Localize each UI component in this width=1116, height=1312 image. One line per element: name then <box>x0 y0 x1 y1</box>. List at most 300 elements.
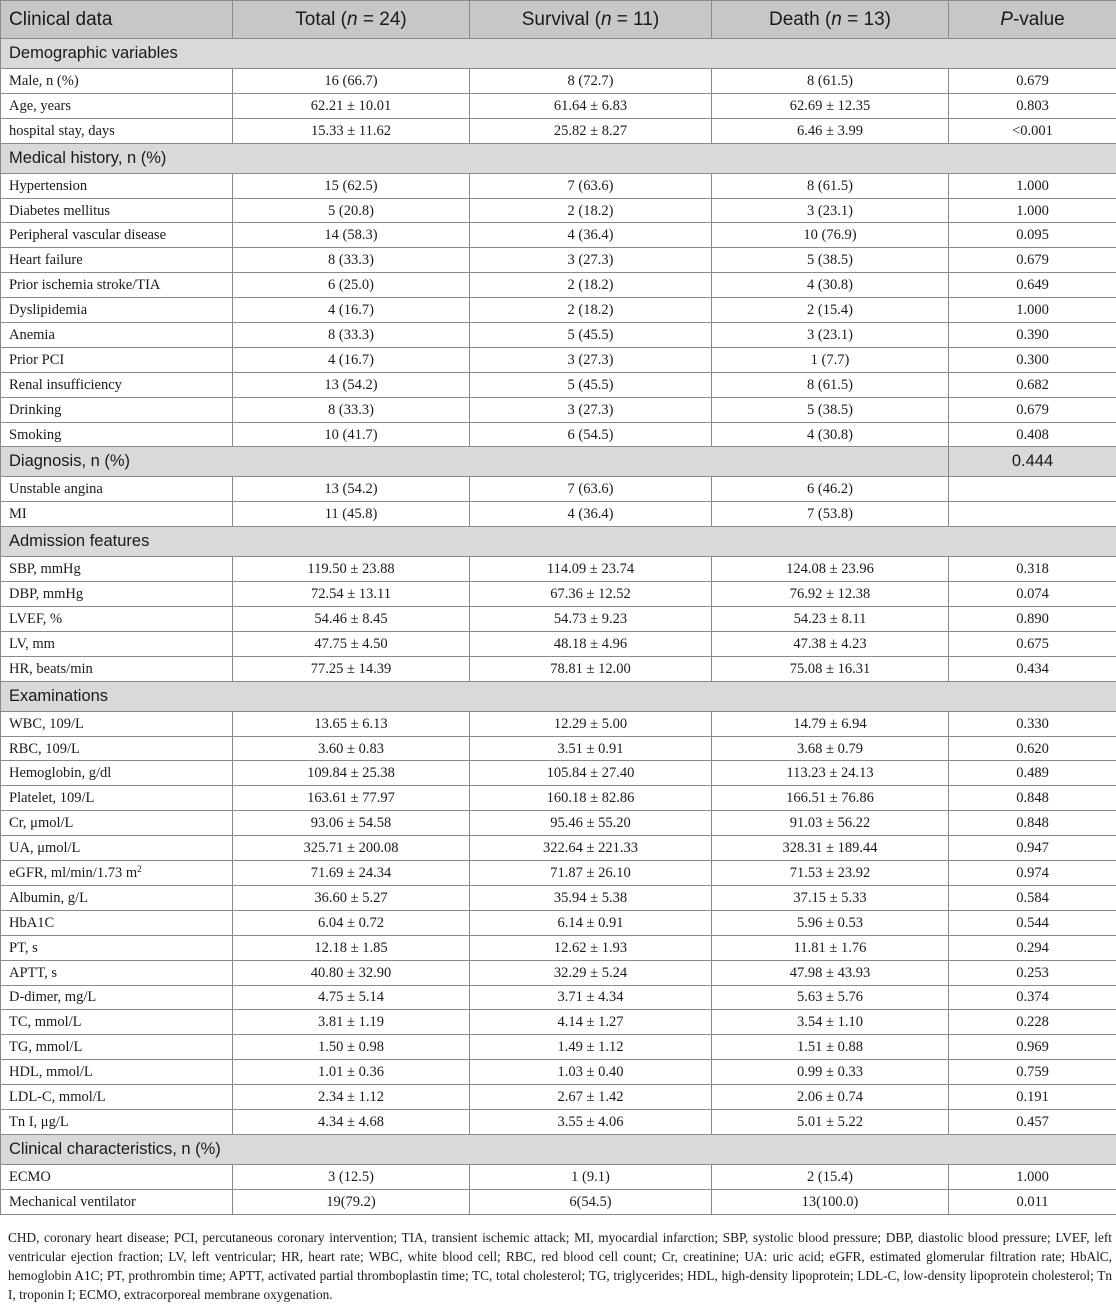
header-total: Total (n = 24) <box>233 1 470 39</box>
row-label <box>1 347 233 372</box>
cell-p-value: 0.390 <box>949 323 1116 348</box>
row-label-text: HbA1C <box>9 914 55 931</box>
row-label-text: DBP, mmHg <box>9 586 84 603</box>
cell-survival: 3.71 ± 4.34 <box>470 985 712 1010</box>
row-label-text: D-dimer, mg/L <box>9 989 97 1006</box>
cell-survival: 3 (27.3) <box>470 347 712 372</box>
cell-death: 37.15 ± 5.33 <box>712 885 949 910</box>
cell-survival: 105.84 ± 27.40 <box>470 761 712 786</box>
cell-p-value: 0.679 <box>949 397 1116 422</box>
table-row <box>1 811 1116 836</box>
cell-death: 8 (61.5) <box>712 69 949 94</box>
cell-survival: 8 (72.7) <box>470 69 712 94</box>
row-label <box>1 836 233 861</box>
table-row <box>1 1109 1116 1134</box>
row-label-text: APTT, s <box>9 964 58 981</box>
cell-death: 8 (61.5) <box>712 173 949 198</box>
cell-survival: 2 (18.2) <box>470 273 712 298</box>
header-survival: Survival (n = 11) <box>470 1 712 39</box>
cell-total: 15.33 ± 11.62 <box>233 118 470 143</box>
section-title-text: Medical history, n (%) <box>9 148 167 167</box>
table-row <box>1 273 1116 298</box>
table-row <box>1 477 1116 502</box>
cell-p-value: 0.191 <box>949 1085 1116 1110</box>
row-label-text: LVEF, % <box>9 610 63 627</box>
section-title-text: Demographic variables <box>9 44 178 62</box>
row-label <box>1 736 233 761</box>
cell-death: 5.63 ± 5.76 <box>712 985 949 1010</box>
cell-death: 4 (30.8) <box>712 422 949 447</box>
section-header-examinations <box>1 681 1116 711</box>
cell-p-value: 1.000 <box>949 1164 1116 1189</box>
cell-total: 119.50 ± 23.88 <box>233 557 470 582</box>
table-row <box>1 861 1116 886</box>
row-label <box>1 960 233 985</box>
cell-p-value: 0.759 <box>949 1060 1116 1085</box>
row-label <box>1 910 233 935</box>
cell-p-value: 0.300 <box>949 347 1116 372</box>
cell-death: 2.06 ± 0.74 <box>712 1085 949 1110</box>
cell-death: 7 (53.8) <box>712 502 949 527</box>
cell-total: 40.80 ± 32.90 <box>233 960 470 985</box>
row-label <box>1 69 233 94</box>
cell-survival: 1.03 ± 0.40 <box>470 1060 712 1085</box>
row-label <box>1 173 233 198</box>
section-header-demographic-variables <box>1 39 1116 69</box>
row-label <box>1 861 233 886</box>
table-row <box>1 711 1116 736</box>
cell-death: 1 (7.7) <box>712 347 949 372</box>
row-label-text: Unstable angina <box>9 481 103 498</box>
cell-p-value: 0.890 <box>949 607 1116 632</box>
table-row <box>1 1060 1116 1085</box>
row-label <box>1 557 233 582</box>
header-clinical-data: Clinical data <box>1 1 233 39</box>
table-row <box>1 1010 1116 1035</box>
abbreviations-footnote: CHD, coronary heart disease; PCI, percutaneous coronary intervention; TIA, transient ischemic attack; MI, myocardial infarction; SBP, systolic blood pressure; DBP, diastolic blood pressure; LVEF, left ventricular ejection fraction; LV, left ventricular; HR, heart rate; WBC, white blood cell; RBC, red blood cell count; Cr, creatinine; UA: uric acid; eGFR, estimated glomerular filtration rate; HbAlC, hemoglobin A1C; PT, prothrombin time; APTT, activated partial thromboplastin time; TC, total cholesterol; TG, triglycerides; HDL, high-density lipoprotein; LDL-C, low-density lipoprotein cholesterol; Tn I, troponin I; ECMO, extracorporeal membrane oxygenation. <box>8 1230 1112 1302</box>
cell-p-value: 1.000 <box>949 298 1116 323</box>
cell-total: 13.65 ± 6.13 <box>233 711 470 736</box>
row-label-text: Diabetes mellitus <box>9 202 111 219</box>
table-row <box>1 985 1116 1010</box>
cell-p-value: 0.434 <box>949 656 1116 681</box>
cell-total: 62.21 ± 10.01 <box>233 93 470 118</box>
row-label <box>1 656 233 681</box>
cell-p-value: 0.584 <box>949 885 1116 910</box>
cell-total: 5 (20.8) <box>233 198 470 223</box>
cell-death: 5 (38.5) <box>712 397 949 422</box>
table-row <box>1 397 1116 422</box>
cell-death: 47.38 ± 4.23 <box>712 631 949 656</box>
cell-p-value: 0.374 <box>949 985 1116 1010</box>
cell-survival: 1.49 ± 1.12 <box>470 1035 712 1060</box>
section-header-medical-history-n <box>1 143 1116 173</box>
cell-total: 8 (33.3) <box>233 397 470 422</box>
table-row <box>1 248 1116 273</box>
row-label <box>1 1189 233 1214</box>
row-label <box>1 298 233 323</box>
row-label-text: Tn I, μg/L <box>9 1113 69 1130</box>
cell-p-value: 0.682 <box>949 372 1116 397</box>
cell-p-value <box>949 502 1116 527</box>
cell-total: 14 (58.3) <box>233 223 470 248</box>
cell-total: 36.60 ± 5.27 <box>233 885 470 910</box>
table-row <box>1 198 1116 223</box>
table-row <box>1 607 1116 632</box>
table-row <box>1 1085 1116 1110</box>
cell-survival: 32.29 ± 5.24 <box>470 960 712 985</box>
row-label-text: Hemoglobin, g/dl <box>9 765 112 782</box>
row-label-text: RBC, 109/L <box>9 740 80 757</box>
cell-death: 3 (23.1) <box>712 323 949 348</box>
table-row <box>1 298 1116 323</box>
section-title <box>1 1134 1116 1164</box>
row-label <box>1 223 233 248</box>
row-label <box>1 582 233 607</box>
cell-total: 3 (12.5) <box>233 1164 470 1189</box>
cell-death: 47.98 ± 43.93 <box>712 960 949 985</box>
row-label-text: Renal insufficiency <box>9 376 122 393</box>
table-row <box>1 631 1116 656</box>
cell-total: 1.01 ± 0.36 <box>233 1060 470 1085</box>
row-label <box>1 1035 233 1060</box>
table-row <box>1 910 1116 935</box>
cell-p-value: 0.679 <box>949 248 1116 273</box>
cell-death: 1.51 ± 0.88 <box>712 1035 949 1060</box>
row-label-text: Platelet, 109/L <box>9 790 95 807</box>
section-title <box>1 447 949 477</box>
cell-p-value <box>949 477 1116 502</box>
cell-total: 6.04 ± 0.72 <box>233 910 470 935</box>
cell-total: 4 (16.7) <box>233 347 470 372</box>
cell-survival: 3 (27.3) <box>470 248 712 273</box>
cell-survival: 6(54.5) <box>470 1189 712 1214</box>
cell-p-value: 0.253 <box>949 960 1116 985</box>
row-label <box>1 477 233 502</box>
cell-total: 10 (41.7) <box>233 422 470 447</box>
row-label-text: Hypertension <box>9 177 88 194</box>
table-row <box>1 93 1116 118</box>
table-row <box>1 1035 1116 1060</box>
cell-total: 3.60 ± 0.83 <box>233 736 470 761</box>
cell-survival: 25.82 ± 8.27 <box>470 118 712 143</box>
cell-survival: 2.67 ± 1.42 <box>470 1085 712 1110</box>
row-label <box>1 422 233 447</box>
row-label-text: SBP, mmHg <box>9 561 81 578</box>
row-label-text: MI <box>9 506 27 523</box>
cell-survival: 3.55 ± 4.06 <box>470 1109 712 1134</box>
cell-death: 54.23 ± 8.11 <box>712 607 949 632</box>
cell-total: 47.75 ± 4.50 <box>233 631 470 656</box>
cell-total: 4.75 ± 5.14 <box>233 985 470 1010</box>
cell-death: 91.03 ± 56.22 <box>712 811 949 836</box>
table-row <box>1 1164 1116 1189</box>
cell-survival: 61.64 ± 6.83 <box>470 93 712 118</box>
row-label <box>1 607 233 632</box>
cell-p-value: 0.318 <box>949 557 1116 582</box>
cell-death: 3.54 ± 1.10 <box>712 1010 949 1035</box>
cell-survival: 5 (45.5) <box>470 372 712 397</box>
row-label-text: eGFR, ml/min/1.73 m <box>9 864 138 881</box>
cell-total: 2.34 ± 1.12 <box>233 1085 470 1110</box>
table-row <box>1 761 1116 786</box>
table-row <box>1 223 1116 248</box>
row-label-text: UA, μmol/L <box>9 840 81 857</box>
table-row <box>1 656 1116 681</box>
cell-death: 3.68 ± 0.79 <box>712 736 949 761</box>
row-label-text: Age, years <box>9 97 72 114</box>
cell-survival: 160.18 ± 82.86 <box>470 786 712 811</box>
table-row <box>1 836 1116 861</box>
row-label <box>1 1010 233 1035</box>
cell-death: 11.81 ± 1.76 <box>712 935 949 960</box>
row-label-text: Anemia <box>9 326 55 343</box>
row-label <box>1 198 233 223</box>
cell-death: 2 (15.4) <box>712 298 949 323</box>
table-row <box>1 736 1116 761</box>
row-label <box>1 273 233 298</box>
cell-survival: 12.29 ± 5.00 <box>470 711 712 736</box>
row-label-text: Dyslipidemia <box>9 302 88 319</box>
cell-survival: 35.94 ± 5.38 <box>470 885 712 910</box>
cell-total: 54.46 ± 8.45 <box>233 607 470 632</box>
row-label <box>1 1109 233 1134</box>
cell-total: 72.54 ± 13.11 <box>233 582 470 607</box>
section-title-text: Examinations <box>9 686 109 705</box>
row-label <box>1 761 233 786</box>
row-label-text: Heart failure <box>9 252 83 269</box>
cell-survival: 1 (9.1) <box>470 1164 712 1189</box>
table-row <box>1 422 1116 447</box>
cell-death: 14.79 ± 6.94 <box>712 711 949 736</box>
cell-total: 11 (45.8) <box>233 502 470 527</box>
cell-p-value: 0.408 <box>949 422 1116 447</box>
cell-death: 4 (30.8) <box>712 273 949 298</box>
cell-death: 5.01 ± 5.22 <box>712 1109 949 1134</box>
cell-survival: 5 (45.5) <box>470 323 712 348</box>
row-label-text: LV, mm <box>9 635 55 652</box>
row-label-text: HR, beats/min <box>9 660 93 677</box>
cell-death: 10 (76.9) <box>712 223 949 248</box>
cell-total: 71.69 ± 24.34 <box>233 861 470 886</box>
cell-death: 0.99 ± 0.33 <box>712 1060 949 1085</box>
table-row <box>1 347 1116 372</box>
table-row <box>1 372 1116 397</box>
cell-total: 77.25 ± 14.39 <box>233 656 470 681</box>
cell-survival: 2 (18.2) <box>470 298 712 323</box>
row-label <box>1 118 233 143</box>
cell-total: 16 (66.7) <box>233 69 470 94</box>
table-row <box>1 118 1116 143</box>
cell-p-value: 0.074 <box>949 582 1116 607</box>
row-label <box>1 935 233 960</box>
cell-total: 1.50 ± 0.98 <box>233 1035 470 1060</box>
section-title-text: Admission features <box>9 532 150 551</box>
row-label-text: Prior ischemia stroke/TIA <box>9 277 161 294</box>
cell-total: 163.61 ± 77.97 <box>233 786 470 811</box>
cell-survival: 48.18 ± 4.96 <box>470 631 712 656</box>
cell-survival: 2 (18.2) <box>470 198 712 223</box>
table-row <box>1 173 1116 198</box>
cell-p-value: 0.489 <box>949 761 1116 786</box>
cell-total: 4 (16.7) <box>233 298 470 323</box>
table-row <box>1 502 1116 527</box>
cell-survival: 114.09 ± 23.74 <box>470 557 712 582</box>
cell-p-value: 0.848 <box>949 811 1116 836</box>
cell-p-value: 0.011 <box>949 1189 1116 1214</box>
cell-death: 2 (15.4) <box>712 1164 949 1189</box>
cell-p-value: 0.544 <box>949 910 1116 935</box>
cell-survival: 7 (63.6) <box>470 477 712 502</box>
section-title-text: Diagnosis, n (%) <box>9 452 131 471</box>
row-label <box>1 711 233 736</box>
cell-p-value: 1.000 <box>949 173 1116 198</box>
cell-p-value: 0.969 <box>949 1035 1116 1060</box>
cell-total: 19(79.2) <box>233 1189 470 1214</box>
cell-death: 113.23 ± 24.13 <box>712 761 949 786</box>
section-title <box>1 527 1116 557</box>
cell-p-value: 0.679 <box>949 69 1116 94</box>
cell-survival: 4 (36.4) <box>470 502 712 527</box>
section-p-value: 0.444 <box>949 447 1116 477</box>
cell-p-value: 0.294 <box>949 935 1116 960</box>
cell-total: 109.84 ± 25.38 <box>233 761 470 786</box>
cell-total: 4.34 ± 4.68 <box>233 1109 470 1134</box>
row-label <box>1 985 233 1010</box>
table-row <box>1 1189 1116 1214</box>
row-label <box>1 502 233 527</box>
cell-death: 3 (23.1) <box>712 198 949 223</box>
cell-total: 13 (54.2) <box>233 477 470 502</box>
row-label-text: hospital stay, days <box>9 122 115 139</box>
row-label <box>1 397 233 422</box>
row-label-text: HDL, mmol/L <box>9 1064 93 1081</box>
row-label-text: Drinking <box>9 401 62 418</box>
row-label-text: Cr, μmol/L <box>9 815 74 832</box>
row-label-text: LDL-C, mmol/L <box>9 1089 106 1105</box>
row-label <box>1 811 233 836</box>
cell-total: 8 (33.3) <box>233 323 470 348</box>
cell-survival: 6 (54.5) <box>470 422 712 447</box>
table-row <box>1 960 1116 985</box>
row-label-text: Male, n (%) <box>9 72 79 89</box>
cell-survival: 4.14 ± 1.27 <box>470 1010 712 1035</box>
cell-survival: 78.81 ± 12.00 <box>470 656 712 681</box>
row-label-text: PT, s <box>9 939 38 956</box>
row-label <box>1 93 233 118</box>
header-death: Death (n = 13) <box>712 1 949 39</box>
table-row <box>1 323 1116 348</box>
row-label-text: Peripheral vascular disease <box>9 227 167 244</box>
cell-survival: 12.62 ± 1.93 <box>470 935 712 960</box>
cell-death: 76.92 ± 12.38 <box>712 582 949 607</box>
cell-total: 6 (25.0) <box>233 273 470 298</box>
cell-p-value: 0.228 <box>949 1010 1116 1035</box>
table-row <box>1 885 1116 910</box>
cell-death: 5 (38.5) <box>712 248 949 273</box>
table-row <box>1 557 1116 582</box>
row-label <box>1 248 233 273</box>
section-header-clinical-characteristics-n <box>1 1134 1116 1164</box>
section-header-admission-features <box>1 527 1116 557</box>
cell-total: 13 (54.2) <box>233 372 470 397</box>
cell-survival: 71.87 ± 26.10 <box>470 861 712 886</box>
cell-p-value: 0.974 <box>949 861 1116 886</box>
cell-total: 325.71 ± 200.08 <box>233 836 470 861</box>
row-label-text: Prior PCI <box>9 351 65 368</box>
row-label-text: TG, mmol/L <box>9 1039 83 1056</box>
row-label <box>1 885 233 910</box>
row-label <box>1 1164 233 1189</box>
cell-survival: 7 (63.6) <box>470 173 712 198</box>
table-row <box>1 582 1116 607</box>
table-body <box>1 39 1116 1215</box>
cell-survival: 54.73 ± 9.23 <box>470 607 712 632</box>
header-p-value: P-value <box>949 1 1116 39</box>
cell-p-value: 0.803 <box>949 93 1116 118</box>
cell-p-value: <0.001 <box>949 118 1116 143</box>
section-title-text: Clinical characteristics, n (%) <box>9 1139 221 1158</box>
cell-death: 8 (61.5) <box>712 372 949 397</box>
cell-survival: 67.36 ± 12.52 <box>470 582 712 607</box>
row-label-text: Albumin, g/L <box>9 889 88 906</box>
row-label <box>1 1085 233 1110</box>
cell-survival: 3 (27.3) <box>470 397 712 422</box>
cell-death: 6.46 ± 3.99 <box>712 118 949 143</box>
section-title <box>1 143 1116 173</box>
row-label <box>1 1060 233 1085</box>
cell-survival: 3.51 ± 0.91 <box>470 736 712 761</box>
superscript: 2 <box>137 863 142 874</box>
cell-survival: 322.64 ± 221.33 <box>470 836 712 861</box>
row-label <box>1 372 233 397</box>
cell-p-value: 0.620 <box>949 736 1116 761</box>
cell-total: 3.81 ± 1.19 <box>233 1010 470 1035</box>
header-row <box>1 1 1116 39</box>
cell-total: 93.06 ± 54.58 <box>233 811 470 836</box>
cell-death: 13(100.0) <box>712 1189 949 1214</box>
row-label <box>1 786 233 811</box>
cell-p-value: 1.000 <box>949 198 1116 223</box>
cell-death: 6 (46.2) <box>712 477 949 502</box>
section-title <box>1 39 1116 69</box>
cell-death: 328.31 ± 189.44 <box>712 836 949 861</box>
section-header-diagnosis-n <box>1 447 1116 477</box>
cell-p-value: 0.848 <box>949 786 1116 811</box>
cell-p-value: 0.649 <box>949 273 1116 298</box>
cell-total: 8 (33.3) <box>233 248 470 273</box>
cell-survival: 95.46 ± 55.20 <box>470 811 712 836</box>
row-label-text: WBC, 109/L <box>9 715 84 732</box>
cell-p-value: 0.095 <box>949 223 1116 248</box>
row-label-text: Mechanical ventilator <box>9 1193 136 1210</box>
cell-death: 71.53 ± 23.92 <box>712 861 949 886</box>
cell-p-value: 0.675 <box>949 631 1116 656</box>
cell-total: 12.18 ± 1.85 <box>233 935 470 960</box>
row-label <box>1 631 233 656</box>
cell-total: 15 (62.5) <box>233 173 470 198</box>
cell-p-value: 0.947 <box>949 836 1116 861</box>
row-label-text: Smoking <box>9 426 62 443</box>
table-row <box>1 786 1116 811</box>
section-title <box>1 681 1116 711</box>
table-row <box>1 69 1116 94</box>
cell-death: 124.08 ± 23.96 <box>712 557 949 582</box>
row-label-text: ECMO <box>9 1168 51 1185</box>
cell-death: 75.08 ± 16.31 <box>712 656 949 681</box>
cell-survival: 6.14 ± 0.91 <box>470 910 712 935</box>
cell-death: 5.96 ± 0.53 <box>712 910 949 935</box>
